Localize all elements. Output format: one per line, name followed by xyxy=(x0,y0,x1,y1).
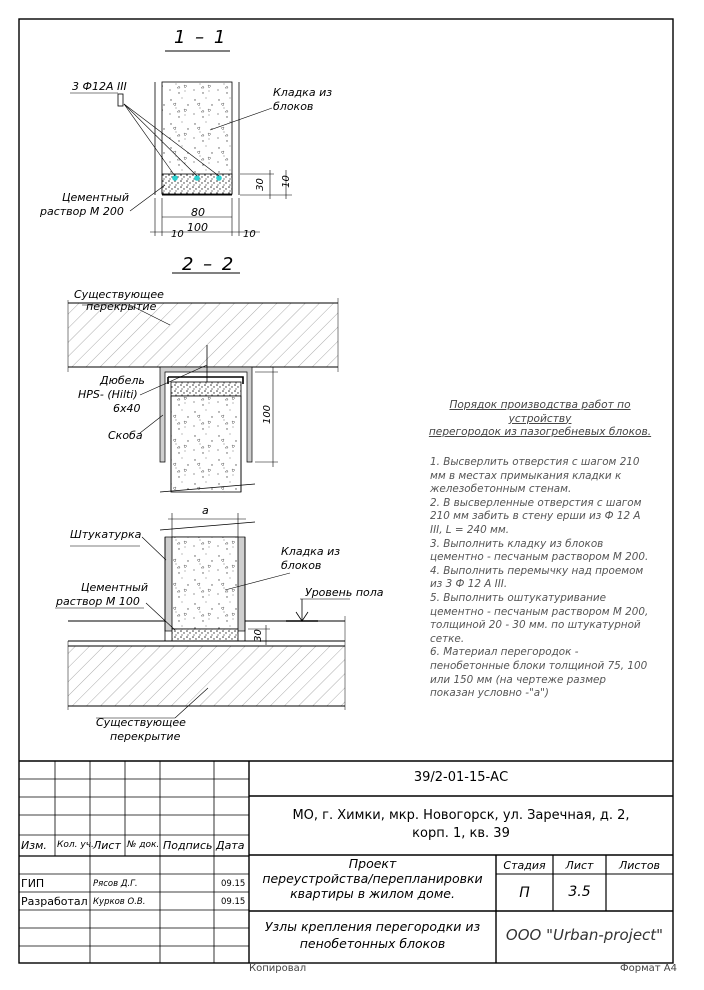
copied-label: Копировал xyxy=(249,963,307,974)
existing-slab-bottom-line1: Существующее xyxy=(96,716,186,729)
sheet-label: Лист xyxy=(565,859,594,872)
section-2-title: 2 – 2 xyxy=(182,254,236,275)
project-name xyxy=(249,856,496,901)
gip-date: 09.15 xyxy=(221,879,246,889)
header-list: Лист xyxy=(93,839,121,852)
project-line2: переустройства/перепланировки xyxy=(262,871,483,886)
dowel-label-line1: Дюбель xyxy=(100,374,145,387)
mortar-label-2-line1: Цементный xyxy=(81,581,148,594)
rebar-label: 3 Ф12А III xyxy=(72,80,127,93)
address-line1: МО, г. Химки, мкр. Новогорск, ул. Заречная, д. 2, xyxy=(292,808,630,823)
procedure-title-line1: Порядок производства работ по xyxy=(449,399,631,411)
company-name: ООО "Urban-project" xyxy=(505,926,664,944)
procedure-steps xyxy=(430,456,650,701)
stage-label: Стадия xyxy=(503,859,546,872)
dim-10-side: 10 xyxy=(280,175,292,188)
existing-slab-top-line1: Существующее xyxy=(74,288,164,301)
format-label: Формат А4 xyxy=(620,963,677,974)
section-1-title: 1 – 1 xyxy=(174,27,228,48)
dim-a: а xyxy=(202,504,209,517)
sheets-label: Листов xyxy=(618,859,661,872)
procedure-step: 1. Высверлить отверстия с шагом 210 мм в местах примыкания кладки к железобетонным стенам. xyxy=(430,456,640,496)
dim-100-s1: 100 xyxy=(187,221,208,234)
procedure-step: 6. Материал перегородок - пенобетонные блоки толщиной 75, 100 или 150 мм (на чертеже размер показан условно -"а") xyxy=(430,646,648,700)
masonry-label-2-line2: блоков xyxy=(281,559,322,572)
procedure-step: 5. Выполнить оштукатуривание цементно - песчаным раствором М 200, толщиной 20 - 30 мм. по штукатурной сетке. xyxy=(430,591,649,645)
gip-name: Рясов Д.Г. xyxy=(93,879,138,889)
mortar-label-1-line2: раствор М 200 xyxy=(40,205,124,218)
plaster-label: Штукатурка xyxy=(70,528,142,541)
address-line2: корп. 1, кв. 39 xyxy=(412,826,510,841)
masonry-label-1-line1: Кладка из xyxy=(273,86,333,99)
sheet-value: 3.5 xyxy=(568,884,591,900)
dim-10-right: 10 xyxy=(243,229,256,240)
mortar-label-1-line1: Цементный xyxy=(62,191,129,204)
dim-80: 80 xyxy=(191,206,205,219)
sheet-title-line2: пенобетонных блоков xyxy=(299,936,446,951)
project-line1: Проект xyxy=(348,856,397,871)
mortar-label-2-line2: раствор М 100 xyxy=(56,595,140,608)
procedure-title xyxy=(428,399,652,440)
header-date: Дата xyxy=(216,839,245,852)
gip-role: ГИП xyxy=(21,877,45,890)
dev-role: Разработал xyxy=(21,895,88,908)
procedure-title-line2: устройству xyxy=(508,412,572,425)
bracket-label: Скоба xyxy=(108,429,143,442)
project-line3: квартиры в жилом доме. xyxy=(290,886,455,901)
dowel-label-line2: HPS- (Hilti) xyxy=(78,388,138,401)
procedure-step: 3. Выполнить кладку из блоков цементно - песчаным раствором М 200. xyxy=(430,537,649,564)
procedure-step: 4. Выполнить перемычку над проемом из 3 Ф 12 А III. xyxy=(430,564,644,591)
address xyxy=(249,807,673,843)
header-doc-num: № док. xyxy=(127,840,160,850)
dim-100-s2: 100 xyxy=(262,404,274,425)
dev-date: 09.15 xyxy=(221,897,246,907)
masonry-label-2-line1: Кладка из xyxy=(281,545,341,558)
procedure-title-line3: перегородок из пазогребневых блоков. xyxy=(428,426,652,438)
dim-30-s1: 30 xyxy=(254,178,266,191)
dowel-label-line3: 6х40 xyxy=(113,402,141,415)
existing-slab-bottom-line2: перекрытие xyxy=(110,730,181,743)
sheet-title xyxy=(249,918,496,952)
doc-code: 39/2-01-15-АС xyxy=(413,770,509,785)
dim-30-s2: 30 xyxy=(252,629,264,642)
dim-10-left: 10 xyxy=(171,229,184,240)
stage-value: П xyxy=(519,885,530,901)
floor-level-label: Уровень пола xyxy=(305,586,384,599)
existing-slab-top-line2: перекрытие xyxy=(86,300,157,313)
dev-name: Курков О.В. xyxy=(93,897,146,907)
header-kol-uch: Кол. уч. xyxy=(57,840,94,850)
header-signature: Подпись xyxy=(163,839,213,852)
header-izm: Изм. xyxy=(21,839,47,852)
procedure-step: 2. В высверленные отверстия с шагом 210 мм забить в стену ерши из Ф 12 А III, L = 240 мм. xyxy=(430,496,642,536)
sheet-title-line1: Узлы крепления перегородки из xyxy=(264,919,481,934)
masonry-label-1-line2: блоков xyxy=(273,100,314,113)
